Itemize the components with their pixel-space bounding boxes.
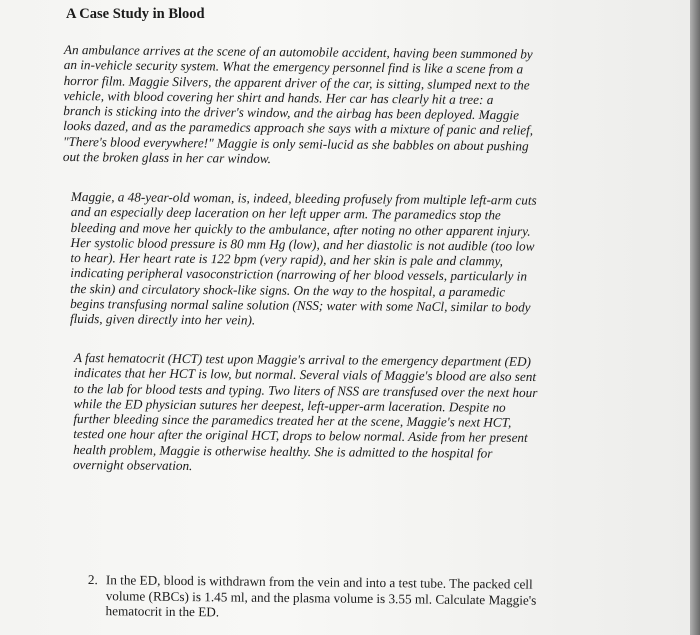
text-line: A fast hematocrit (HCT) test upon Maggie's arrival to the emergency department (ED) [73,350,531,369]
text-line: tested one hour after the original HCT, drops to below normal. Aside from her present [73,426,528,446]
text-line: health problem, Maggie is otherwise healthy. She is admitted to the hospital for [73,441,493,461]
text-line: to hear). Her heart rate is 122 bpm (very rapid), and her skin is pale and clammy, [70,250,504,269]
text-line: while the ED physician sutures her deepest, left-upper-arm laceration. Despite no [73,395,506,415]
text-line: Maggie, a 48-year-old woman, is, indeed, bleeding profusely from multiple left-arm cuts [70,189,537,208]
text-line: looks dazed, and as the paramedics approach she says with a mixture of panic and relief, [63,118,534,138]
text-line: horror film. Maggie Silvers, the apparent driver of the car, is sitting, slumped next to the [63,72,530,93]
text-line: bleeding and move her quickly to the ambulance, after noting no other apparent injury. [70,219,531,239]
text-line: hematocrit in the ED. [105,603,220,620]
text-line: branch is sticking into the driver's window, and the airbag has been deployed. Maggie [63,103,520,123]
text-line: volume (RBCs) is 1.45 ml, and the plasma volume is 3.55 ml. Calculate Maggie's [105,587,537,608]
document-title: A Case Study in Blood [66,6,205,22]
text-line: the skin) and circulatory shock-like signs. On the way to the hospital, a paramedic [70,280,506,300]
text-line: Her systolic blood pressure is 80 mm Hg (low), and her diastolic is not audible (too low [70,234,535,254]
text-line: fluids, given directly into her vein). [69,311,256,328]
text-line: further bleeding since the paramedics treated her at the scene, Maggie's next HCT, [73,411,512,431]
text-line: an in-vehicle security system. What the emergency personnel find is like a scene from a [63,57,524,77]
text-line: overnight observation. [72,457,193,474]
text-line: vehicle, with blood covering her shirt and hands. Her car has clearly hit a tree: a [63,87,494,108]
page-edge-shadow [690,0,700,635]
text-line: indicates that her HCT is low, but normal. Several vials of Maggie's blood are also sent [73,365,537,385]
question-text [106,572,588,624]
question-2 [88,572,588,624]
paragraph-emergency-department [73,350,574,477]
text-line: to the lab for blood tests and typing. Two liters of NSS are transfused over the next hour [73,380,538,400]
paragraph-injury-details [70,189,579,331]
text-line: begins transfusing normal saline solution (NSS; water with some NaCl, similar to body [70,296,531,315]
text-line: indicating peripheral vasoconstriction (narrowing of her blood vessels, particularly in [70,265,528,285]
text-line: An ambulance arrives at the scene of an automobile accident, having been summoned by [63,42,533,62]
text-line: "There's blood everywhere!" Maggie is only semi-lucid as she babbles on about pushing [62,133,529,154]
text-line: out the broken glass in her car window. [62,149,272,167]
paragraph-accident-scene [63,42,576,169]
text-line: and an especially deep laceration on her left upper arm. The paramedics stop the [70,204,501,223]
text-line: In the ED, blood is withdrawn from the vein and into a test tube. The packed cell [105,572,533,592]
question-number: 2. [87,572,98,588]
